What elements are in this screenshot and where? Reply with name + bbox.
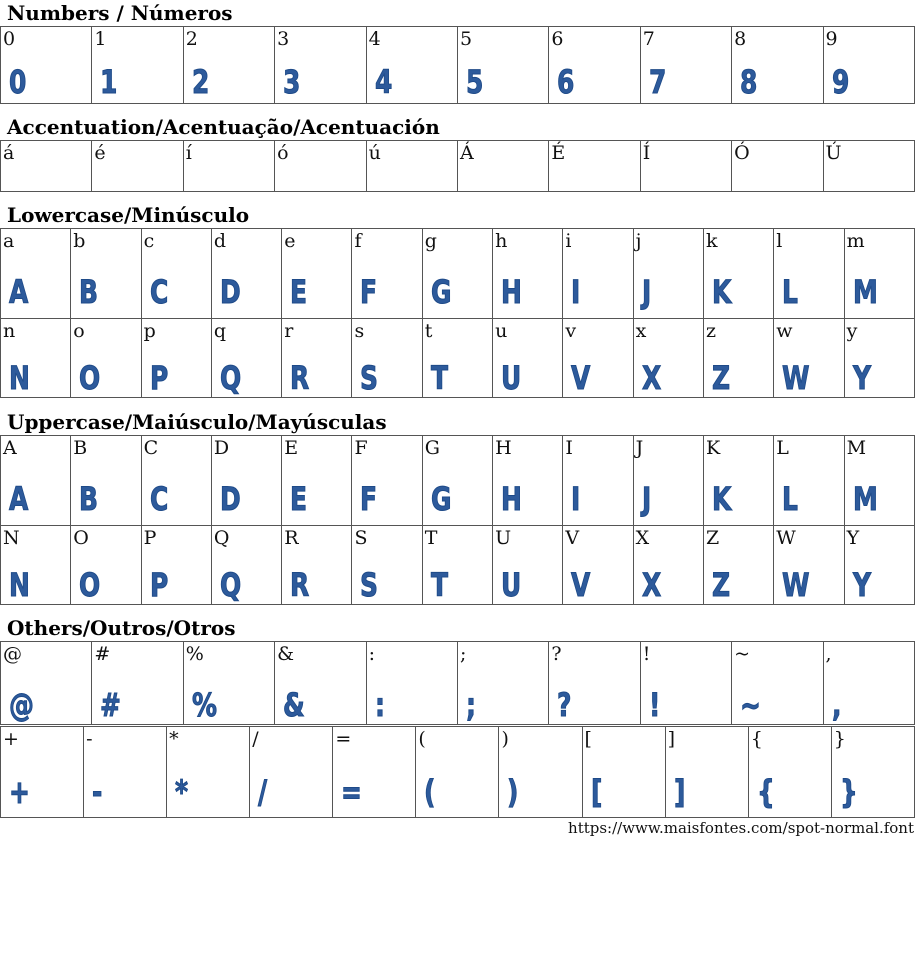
- glyph-sample: 7: [648, 63, 666, 101]
- glyph-sample: N: [9, 359, 30, 397]
- uppercase-cell: [211, 436, 281, 526]
- glyph-sample: 6: [557, 63, 574, 101]
- character-label: I: [565, 437, 573, 459]
- character-label: 2: [185, 28, 198, 50]
- glyph-sample: 8: [740, 63, 757, 101]
- uppercase-cell: [844, 526, 914, 605]
- uppercase-section-title: Uppercase/Maiúsculo/Mayúsculas: [7, 410, 387, 434]
- character-label: O: [73, 527, 89, 549]
- lowercase-cell: [141, 319, 211, 398]
- glyph-sample: E: [290, 480, 307, 518]
- glyph-sample: G: [430, 480, 451, 518]
- glyph-sample: C: [149, 480, 168, 518]
- symbol-cell: [250, 727, 333, 818]
- character-label: -: [86, 728, 93, 750]
- symbol-cell: [831, 727, 914, 818]
- numbers-section-title: Numbers / Números: [7, 1, 233, 25]
- character-label: r: [284, 320, 294, 342]
- uppercase-cell: [71, 526, 141, 605]
- lowercase-cell: [211, 319, 281, 398]
- glyph-sample: P: [149, 359, 168, 397]
- character-label: b: [73, 230, 86, 252]
- character-label: =: [335, 728, 352, 750]
- lowercase-cell: [563, 229, 633, 319]
- number-row: [1, 27, 915, 104]
- character-label: U: [495, 527, 512, 549]
- glyph-sample: J: [641, 480, 651, 518]
- glyph-sample: B: [79, 480, 98, 518]
- uppercase-row: [1, 436, 915, 526]
- character-label: n: [3, 320, 16, 342]
- uppercase-grid: [0, 435, 915, 605]
- glyph-sample: 9: [831, 63, 849, 101]
- symbol-cell: [1, 727, 84, 818]
- character-label: é: [94, 142, 106, 164]
- uppercase-cell: [1, 526, 71, 605]
- character-label: u: [495, 320, 508, 342]
- uppercase-cell: [1, 436, 71, 526]
- symbol-cell: [92, 642, 183, 725]
- uppercase-cell: [633, 436, 703, 526]
- character-label: ó: [277, 142, 289, 164]
- character-label: d: [213, 230, 227, 252]
- glyph-sample: O: [79, 566, 100, 604]
- symbol-cell: [1, 642, 92, 725]
- symbol-cell: [167, 727, 250, 818]
- character-label: ,: [825, 643, 832, 665]
- character-label: ;: [459, 643, 467, 665]
- accent-cell: [366, 141, 457, 192]
- character-label: *: [169, 728, 179, 750]
- symbol-cell: [823, 642, 914, 725]
- uppercase-cell: [352, 526, 422, 605]
- accents-grid: [0, 140, 915, 192]
- glyph-sample: (: [424, 773, 436, 811]
- character-label: e: [284, 230, 296, 252]
- glyph-sample: P: [149, 566, 168, 604]
- glyph-sample: E: [290, 273, 307, 311]
- lowercase-cell: [1, 319, 71, 398]
- symbol-cell: [366, 642, 457, 725]
- lowercase-cell: [1, 229, 71, 319]
- lowercase-cell: [141, 229, 211, 319]
- number-cell: [1, 27, 92, 104]
- glyph-sample: O: [79, 359, 100, 397]
- glyph-sample: ;: [465, 686, 476, 724]
- character-label: Á: [459, 142, 474, 164]
- accents-section-title: Accentuation/Acentuação/Acentuación: [7, 115, 440, 139]
- glyph-sample: {: [756, 773, 774, 811]
- glyph-sample: -: [92, 773, 102, 811]
- lowercase-cell: [352, 229, 422, 319]
- character-label: %: [185, 643, 204, 665]
- glyph-sample: F: [360, 480, 377, 518]
- character-label: +: [3, 728, 19, 750]
- uppercase-cell: [703, 436, 773, 526]
- character-label: 6: [551, 28, 564, 50]
- character-label: S: [354, 527, 368, 549]
- glyph-sample: N: [9, 566, 30, 604]
- glyph-sample: @: [9, 686, 34, 724]
- character-label: M: [846, 437, 867, 459]
- lowercase-cell: [493, 319, 563, 398]
- lowercase-row: [1, 229, 915, 319]
- glyph-sample: T: [430, 359, 448, 397]
- glyph-sample: 1: [100, 63, 117, 101]
- character-label: W: [776, 527, 796, 549]
- character-label: x: [635, 320, 647, 342]
- character-label: D: [213, 437, 230, 459]
- symbol-cell: [640, 642, 731, 725]
- character-label: 4: [368, 28, 381, 50]
- character-label: }: [833, 728, 846, 750]
- glyph-sample: *: [175, 773, 188, 811]
- glyph-sample: 2: [191, 63, 209, 101]
- accent-cell: [183, 141, 274, 192]
- character-label: q: [213, 320, 227, 342]
- glyph-sample: I: [571, 273, 580, 311]
- glyph-sample: A: [9, 480, 28, 518]
- glyph-sample: R: [290, 566, 309, 604]
- character-label: 0: [3, 28, 16, 50]
- uppercase-cell: [211, 526, 281, 605]
- uppercase-cell: [141, 526, 211, 605]
- character-label: p: [143, 320, 156, 342]
- uppercase-cell: [282, 526, 352, 605]
- lowercase-cell: [774, 319, 844, 398]
- symbol-cell: [732, 642, 823, 725]
- glyph-sample: F: [360, 273, 377, 311]
- uppercase-cell: [563, 436, 633, 526]
- glyph-sample: 3: [283, 63, 300, 101]
- character-label: 3: [277, 28, 290, 50]
- glyph-sample: +: [9, 773, 30, 811]
- character-label: Í: [642, 142, 651, 164]
- glyph-sample: #: [100, 686, 121, 724]
- character-label: z: [705, 320, 716, 342]
- character-label: T: [424, 527, 438, 549]
- glyph-sample: ): [507, 773, 519, 811]
- character-label: 1: [94, 28, 107, 50]
- character-label: l: [776, 230, 783, 252]
- uppercase-cell: [352, 436, 422, 526]
- glyph-sample: D: [219, 480, 240, 518]
- character-label: P: [143, 527, 157, 549]
- character-label: t: [424, 320, 433, 342]
- glyph-sample: M: [852, 480, 877, 518]
- uppercase-cell: [422, 436, 492, 526]
- character-label: 9: [825, 28, 838, 50]
- character-label: j: [635, 230, 642, 252]
- symbol-row: [1, 642, 915, 725]
- character-label: a: [3, 230, 15, 252]
- character-label: Ú: [825, 142, 842, 164]
- accent-cell: [457, 141, 548, 192]
- uppercase-cell: [141, 436, 211, 526]
- symbol-cell: [84, 727, 167, 818]
- uppercase-cell: [493, 526, 563, 605]
- character-label: g: [424, 230, 437, 252]
- character-label: A: [3, 437, 17, 459]
- character-label: k: [705, 230, 718, 252]
- character-label: /: [252, 728, 259, 750]
- glyph-sample: U: [501, 566, 521, 604]
- glyph-sample: ,: [831, 686, 841, 724]
- glyph-sample: =: [341, 773, 362, 811]
- glyph-sample: [: [590, 773, 602, 811]
- character-label: F: [354, 437, 368, 459]
- symbol-cell: [416, 727, 499, 818]
- symbol-row: [1, 727, 915, 818]
- character-label: E: [284, 437, 299, 459]
- number-cell: [275, 27, 366, 104]
- glyph-sample: R: [290, 359, 309, 397]
- lowercase-section-title: Lowercase/Minúsculo: [7, 203, 250, 227]
- character-label: m: [846, 230, 865, 252]
- number-cell: [183, 27, 274, 104]
- accent-cell: [92, 141, 183, 192]
- character-label: É: [551, 142, 566, 164]
- character-label: f: [354, 230, 362, 252]
- lowercase-cell: [422, 229, 492, 319]
- accent-cell: [275, 141, 366, 192]
- glyph-sample: V: [571, 566, 590, 604]
- accent-cell: [732, 141, 823, 192]
- character-label: :: [368, 643, 375, 665]
- character-label: í: [185, 142, 192, 164]
- character-label: G: [424, 437, 440, 459]
- others-grid-row-2: [0, 726, 915, 818]
- character-label: ú: [368, 142, 381, 164]
- character-label: y: [846, 320, 858, 342]
- lowercase-grid: [0, 228, 915, 398]
- uppercase-cell: [493, 436, 563, 526]
- character-label: K: [705, 437, 721, 459]
- lowercase-cell: [703, 229, 773, 319]
- glyph-sample: Z: [711, 359, 730, 397]
- glyph-sample: 0: [9, 63, 26, 101]
- character-label: X: [635, 527, 650, 549]
- glyph-sample: ~: [740, 686, 761, 724]
- lowercase-cell: [844, 229, 914, 319]
- uppercase-cell: [844, 436, 914, 526]
- others-grid-row-1: [0, 641, 915, 725]
- character-label: C: [143, 437, 159, 459]
- lowercase-cell: [563, 319, 633, 398]
- character-label: ]: [667, 728, 676, 750]
- symbol-cell: [275, 642, 366, 725]
- glyph-sample: /: [258, 773, 267, 811]
- glyph-sample: D: [219, 273, 240, 311]
- character-label: V: [565, 527, 580, 549]
- character-label: Z: [705, 527, 720, 549]
- glyph-sample: L: [782, 273, 798, 311]
- glyph-sample: C: [149, 273, 168, 311]
- uppercase-cell: [563, 526, 633, 605]
- character-label: @: [3, 643, 22, 665]
- character-label: i: [565, 230, 572, 252]
- glyph-sample: M: [852, 273, 877, 311]
- lowercase-cell: [703, 319, 773, 398]
- glyph-sample: B: [79, 273, 98, 311]
- glyph-sample: U: [501, 359, 521, 397]
- uppercase-cell: [774, 526, 844, 605]
- lowercase-cell: [633, 229, 703, 319]
- glyph-sample: V: [571, 359, 590, 397]
- number-cell: [366, 27, 457, 104]
- glyph-sample: Q: [219, 359, 241, 397]
- glyph-sample: ?: [557, 686, 572, 724]
- accent-row: [1, 141, 915, 192]
- glyph-sample: W: [782, 566, 810, 604]
- uppercase-cell: [422, 526, 492, 605]
- glyph-sample: X: [641, 566, 661, 604]
- character-label: ): [501, 728, 509, 750]
- character-label: o: [73, 320, 85, 342]
- glyph-sample: Q: [219, 566, 241, 604]
- character-label: w: [776, 320, 793, 342]
- character-label: Ó: [734, 142, 750, 164]
- character-label: h: [495, 230, 508, 252]
- number-cell: [549, 27, 640, 104]
- glyph-sample: S: [360, 359, 378, 397]
- lowercase-cell: [71, 319, 141, 398]
- glyph-sample: :: [374, 686, 384, 724]
- glyph-sample: G: [430, 273, 451, 311]
- character-label: B: [73, 437, 88, 459]
- uppercase-cell: [633, 526, 703, 605]
- symbol-cell: [549, 642, 640, 725]
- uppercase-row: [1, 526, 915, 605]
- glyph-sample: T: [430, 566, 448, 604]
- lowercase-cell: [774, 229, 844, 319]
- glyph-sample: W: [782, 359, 810, 397]
- character-label: s: [354, 320, 365, 342]
- accent-cell: [640, 141, 731, 192]
- numbers-grid: [0, 26, 915, 104]
- glyph-sample: S: [360, 566, 378, 604]
- glyph-sample: H: [501, 480, 522, 518]
- character-label: Q: [213, 527, 230, 549]
- lowercase-row: [1, 319, 915, 398]
- accent-cell: [823, 141, 914, 192]
- lowercase-cell: [211, 229, 281, 319]
- glyph-sample: Y: [852, 566, 870, 604]
- character-label: c: [143, 230, 155, 252]
- uppercase-cell: [774, 436, 844, 526]
- glyph-sample: I: [571, 480, 580, 518]
- character-label: (: [418, 728, 426, 750]
- character-label: H: [495, 437, 512, 459]
- symbol-cell: [183, 642, 274, 725]
- character-label: {: [750, 728, 763, 750]
- character-label: !: [642, 643, 651, 665]
- lowercase-cell: [71, 229, 141, 319]
- character-label: Y: [846, 527, 860, 549]
- glyph-sample: H: [501, 273, 522, 311]
- glyph-sample: !: [648, 686, 660, 724]
- symbol-cell: [748, 727, 831, 818]
- character-label: 7: [642, 28, 655, 50]
- lowercase-cell: [282, 229, 352, 319]
- character-label: á: [3, 142, 15, 164]
- number-cell: [823, 27, 914, 104]
- character-label: ~: [734, 643, 751, 665]
- uppercase-cell: [282, 436, 352, 526]
- glyph-sample: K: [711, 273, 731, 311]
- character-label: L: [776, 437, 789, 459]
- character-label: N: [3, 527, 20, 549]
- glyph-sample: Z: [711, 566, 730, 604]
- glyph-sample: 4: [374, 63, 392, 101]
- character-label: J: [635, 437, 644, 459]
- character-label: 5: [459, 28, 473, 50]
- character-label: 8: [734, 28, 747, 50]
- glyph-sample: }: [839, 773, 857, 811]
- symbol-cell: [582, 727, 665, 818]
- character-label: [: [584, 728, 592, 750]
- glyph-sample: &: [283, 686, 305, 724]
- symbol-cell: [457, 642, 548, 725]
- lowercase-cell: [282, 319, 352, 398]
- number-cell: [92, 27, 183, 104]
- glyph-sample: A: [9, 273, 28, 311]
- lowercase-cell: [422, 319, 492, 398]
- uppercase-cell: [71, 436, 141, 526]
- source-url: https://www.maisfontes.com/spot-normal.font: [568, 819, 914, 837]
- lowercase-cell: [352, 319, 422, 398]
- glyph-sample: %: [191, 686, 217, 724]
- character-label: R: [284, 527, 299, 549]
- glyph-sample: X: [641, 359, 661, 397]
- symbol-cell: [499, 727, 582, 818]
- uppercase-cell: [703, 526, 773, 605]
- glyph-sample: J: [641, 273, 651, 311]
- character-label: v: [565, 320, 577, 342]
- lowercase-cell: [493, 229, 563, 319]
- glyph-sample: ]: [673, 773, 685, 811]
- others-section-title: Others/Outros/Otros: [7, 616, 236, 640]
- number-cell: [457, 27, 548, 104]
- lowercase-cell: [844, 319, 914, 398]
- glyph-sample: 5: [465, 63, 483, 101]
- glyph-sample: Y: [852, 359, 870, 397]
- lowercase-cell: [633, 319, 703, 398]
- character-label: &: [277, 643, 295, 665]
- glyph-sample: K: [711, 480, 731, 518]
- character-label: #: [94, 643, 111, 665]
- symbol-cell: [665, 727, 748, 818]
- number-cell: [640, 27, 731, 104]
- character-label: ?: [551, 643, 562, 665]
- symbol-cell: [333, 727, 416, 818]
- accent-cell: [1, 141, 92, 192]
- accent-cell: [549, 141, 640, 192]
- glyph-sample: L: [782, 480, 798, 518]
- number-cell: [732, 27, 823, 104]
